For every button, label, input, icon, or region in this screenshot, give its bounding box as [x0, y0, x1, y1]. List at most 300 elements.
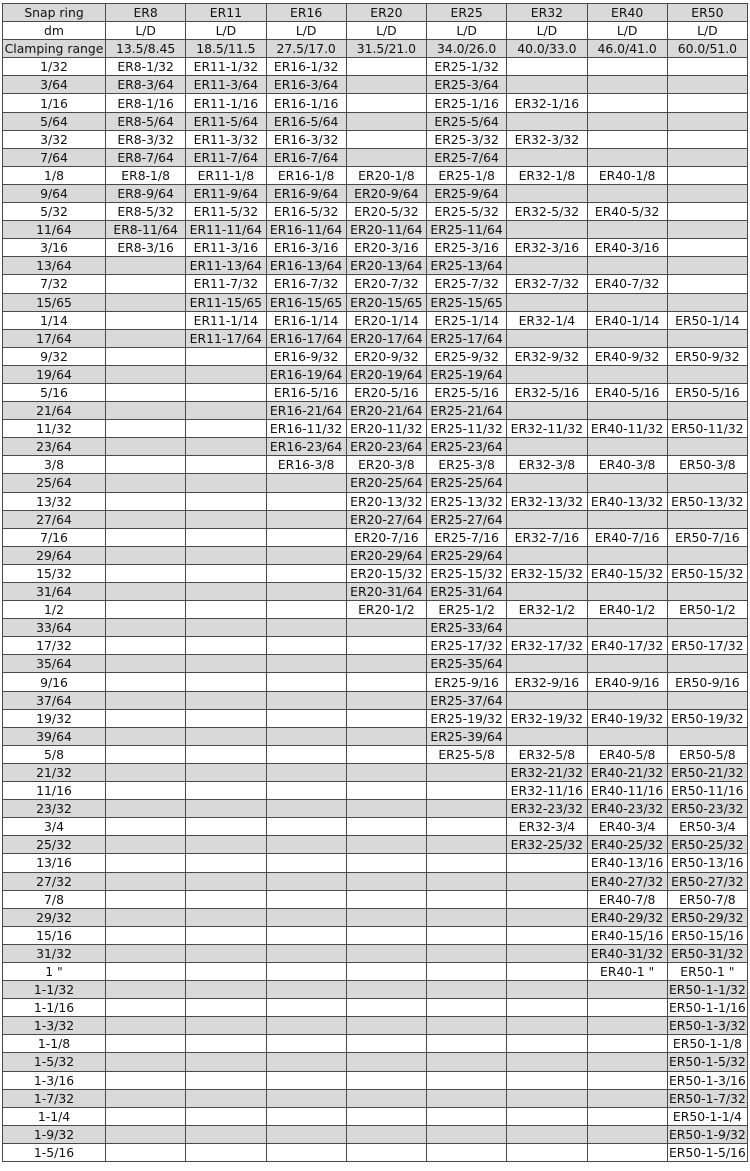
table-cell: ER25-5/16 — [427, 383, 507, 401]
table-cell: ER40-23/32 — [587, 800, 667, 818]
row-label-cell: 15/65 — [3, 293, 106, 311]
table-cell — [186, 818, 266, 836]
table-row — [3, 727, 748, 745]
table-cell — [266, 981, 346, 999]
table-cell — [427, 872, 507, 890]
table-cell: 40.0/33.0 — [507, 40, 587, 58]
table-cell: ER50-1-9/32 — [668, 1126, 746, 1142]
row-label-cell: 25/32 — [3, 836, 106, 854]
table-cell — [106, 311, 186, 329]
table-cell — [667, 275, 747, 293]
table-row — [3, 854, 748, 872]
table-row — [3, 1089, 748, 1107]
table-cell — [667, 112, 747, 130]
table-cell: ER16-5/64 — [266, 112, 346, 130]
table-cell: ER8-1/16 — [106, 94, 186, 112]
row-label-cell: 17/32 — [3, 637, 106, 655]
row-label-cell: 1-1/8 — [3, 1035, 106, 1053]
table-row — [3, 184, 748, 202]
table-cell: ER32-5/8 — [507, 745, 587, 763]
row-label-cell: 5/8 — [3, 745, 106, 763]
table-cell — [106, 854, 186, 872]
table-cell — [106, 383, 186, 401]
table-cell — [346, 926, 426, 944]
table-cell: L/D — [507, 22, 587, 40]
table-cell — [186, 1071, 266, 1089]
table-cell: ER32-3/16 — [507, 239, 587, 257]
table-cell — [186, 1035, 266, 1053]
table-cell — [587, 365, 667, 383]
table-cell — [106, 564, 186, 582]
table-row — [3, 510, 748, 528]
table-row — [3, 800, 748, 818]
row-label-cell: 21/64 — [3, 402, 106, 420]
row-label-cell: 1/32 — [3, 58, 106, 76]
table-cell — [106, 1035, 186, 1053]
table-cell: ER16-3/64 — [266, 76, 346, 94]
table-cell: ER11-3/16 — [186, 239, 266, 257]
table-cell — [346, 800, 426, 818]
table-cell — [106, 944, 186, 962]
table-cell: ER40-1/8 — [587, 166, 667, 184]
table-cell: ER25-27/64 — [427, 510, 507, 528]
table-cell — [587, 546, 667, 564]
table-cell — [186, 564, 266, 582]
table-cell: ER25-19/64 — [427, 365, 507, 383]
row-label-cell: 13/64 — [3, 257, 106, 275]
table-cell — [507, 1053, 587, 1071]
table-cell: ER16-11/32 — [266, 420, 346, 438]
row-label-cell: 23/32 — [3, 800, 106, 818]
table-cell — [587, 221, 667, 239]
table-cell — [507, 1017, 587, 1035]
table-cell — [266, 583, 346, 601]
table-cell: ER40-17/32 — [587, 637, 667, 655]
table-cell — [266, 655, 346, 673]
table-cell — [346, 962, 426, 980]
row-label-cell: 1/2 — [3, 601, 106, 619]
table-cell — [507, 691, 587, 709]
row-label-cell: 11/64 — [3, 221, 106, 239]
table-cell: ER25-37/64 — [427, 691, 507, 709]
table-cell: ER50-27/32 — [667, 872, 747, 890]
table-cell — [106, 637, 186, 655]
table-cell — [106, 999, 186, 1017]
table-cell — [106, 908, 186, 926]
table-row — [3, 311, 748, 329]
table-cell: ER16-1/8 — [266, 166, 346, 184]
table-row — [3, 818, 748, 836]
table-cell: ER25-31/64 — [427, 583, 507, 601]
table-cell: 31.5/21.0 — [346, 40, 426, 58]
table-cell — [427, 1071, 507, 1089]
table-cell — [587, 1035, 667, 1053]
table-cell — [266, 601, 346, 619]
table-cell: ER40-19/32 — [587, 709, 667, 727]
table-cell — [106, 456, 186, 474]
table-cell: ER20-11/32 — [346, 420, 426, 438]
table-cell: ER32-19/32 — [507, 709, 587, 727]
row-label-cell: 15/32 — [3, 564, 106, 582]
table-cell — [186, 709, 266, 727]
table-row — [3, 1125, 748, 1143]
table-cell: ER25-7/64 — [427, 148, 507, 166]
table-cell — [427, 818, 507, 836]
table-cell — [507, 474, 587, 492]
table-cell: ER32-17/32 — [507, 637, 587, 655]
table-cell: ER25-13/32 — [427, 492, 507, 510]
table-cell: ER20-9/32 — [346, 347, 426, 365]
row-label-cell: 1-5/32 — [3, 1053, 106, 1071]
table-cell: ER50-11/32 — [667, 420, 747, 438]
table-cell — [346, 673, 426, 691]
table-cell: ER25-39/64 — [427, 727, 507, 745]
table-row — [3, 583, 748, 601]
table-cell — [587, 1089, 667, 1107]
row-label-cell: 37/64 — [3, 691, 106, 709]
table-cell — [587, 94, 667, 112]
table-cell: ER20-23/64 — [346, 438, 426, 456]
table-cell: ER8-7/64 — [106, 148, 186, 166]
table-cell — [186, 673, 266, 691]
table-cell — [106, 1125, 186, 1143]
table-cell: ER25-29/64 — [427, 546, 507, 564]
table-row — [3, 383, 748, 401]
table-cell: L/D — [266, 22, 346, 40]
table-cell — [266, 890, 346, 908]
table-cell — [106, 763, 186, 781]
table-row — [3, 1143, 748, 1161]
table-cell — [587, 402, 667, 420]
table-cell: ER50-23/32 — [667, 800, 747, 818]
table-cell — [507, 999, 587, 1017]
table-cell: ER25-1/14 — [427, 311, 507, 329]
table-cell: ER20-17/64 — [346, 329, 426, 347]
table-cell — [186, 836, 266, 854]
table-cell — [106, 619, 186, 637]
table-cell — [346, 981, 426, 999]
header-cell-snap-ring: Snap ring — [3, 4, 106, 22]
table-cell — [587, 329, 667, 347]
table-row — [3, 221, 748, 239]
table-cell: ER20-27/64 — [346, 510, 426, 528]
table-cell — [346, 745, 426, 763]
table-cell — [507, 872, 587, 890]
table-cell: ER8-1/8 — [106, 166, 186, 184]
table-row — [3, 926, 748, 944]
table-cell: ER50-1-1/16 — [668, 1000, 746, 1016]
table-cell — [266, 1143, 346, 1161]
table-cell: ER20-25/64 — [346, 474, 426, 492]
table-cell: ER50-1-5/16 — [668, 1144, 746, 1160]
table-cell — [186, 926, 266, 944]
table-cell — [667, 130, 747, 148]
table-cell — [186, 1089, 266, 1107]
table-cell: ER40-11/32 — [587, 420, 667, 438]
row-label-cell: 19/32 — [3, 709, 106, 727]
table-cell — [106, 1107, 186, 1125]
table-cell: ER32-7/16 — [507, 528, 587, 546]
table-cell: ER40-13/16 — [587, 854, 667, 872]
table-cell: ER25-3/16 — [427, 239, 507, 257]
table-row — [3, 546, 748, 564]
table-cell — [266, 782, 346, 800]
table-cell — [106, 872, 186, 890]
table-cell: 46.0/41.0 — [587, 40, 667, 58]
table-cell — [186, 962, 266, 980]
table-cell — [106, 890, 186, 908]
row-label-cell: 33/64 — [3, 619, 106, 637]
table-cell: L/D — [587, 22, 667, 40]
row-label-cell: 3/16 — [3, 239, 106, 257]
table-cell — [186, 727, 266, 745]
table-cell: ER25-11/64 — [427, 221, 507, 239]
table-cell: ER20-7/32 — [346, 275, 426, 293]
table-cell — [427, 1089, 507, 1107]
table-cell: ER11-9/64 — [186, 184, 266, 202]
table-cell — [266, 944, 346, 962]
table-cell — [186, 854, 266, 872]
table-row — [3, 890, 748, 908]
table-cell: ER8-1/32 — [106, 58, 186, 76]
row-label-cell: 15/16 — [3, 926, 106, 944]
table-cell — [186, 583, 266, 601]
table-cell: ER50-25/32 — [667, 836, 747, 854]
table-row — [3, 836, 748, 854]
table-cell: ER20-31/64 — [346, 583, 426, 601]
table-cell — [587, 981, 667, 999]
table-cell: ER16-11/64 — [266, 221, 346, 239]
row-label-cell: 39/64 — [3, 727, 106, 745]
table-cell: ER20-21/64 — [346, 402, 426, 420]
table-cell: ER50-21/32 — [667, 763, 747, 781]
table-cell: ER40-15/32 — [587, 564, 667, 582]
table-cell — [186, 1143, 266, 1161]
table-cell — [186, 763, 266, 781]
table-cell — [667, 474, 747, 492]
table-cell — [667, 221, 747, 239]
table-cell — [667, 184, 747, 202]
table-cell — [106, 727, 186, 745]
table-row — [3, 365, 748, 383]
table-cell: ER40-3/4 — [587, 818, 667, 836]
table-cell — [106, 1143, 186, 1161]
table-cell — [507, 257, 587, 275]
table-cell — [186, 944, 266, 962]
table-cell — [507, 402, 587, 420]
table-cell: ER32-15/32 — [507, 564, 587, 582]
table-cell — [186, 908, 266, 926]
table-cell — [266, 818, 346, 836]
table-cell: ER32-13/32 — [507, 492, 587, 510]
table-cell — [106, 474, 186, 492]
table-row — [3, 1053, 748, 1071]
table-row — [3, 763, 748, 781]
table-row — [3, 58, 748, 76]
table-cell — [106, 818, 186, 836]
row-label-cell: 31/32 — [3, 944, 106, 962]
table-row — [3, 22, 748, 40]
table-cell — [427, 981, 507, 999]
table-cell: ER25-21/64 — [427, 402, 507, 420]
table-cell — [266, 800, 346, 818]
table-cell — [186, 872, 266, 890]
table-cell: 34.0/26.0 — [427, 40, 507, 58]
table-cell: ER25-9/64 — [427, 184, 507, 202]
table-row — [3, 420, 748, 438]
table-cell — [266, 854, 346, 872]
table-row — [3, 456, 748, 474]
table-cell: ER32-9/16 — [507, 673, 587, 691]
table-cell: ER50-3/8 — [667, 456, 747, 474]
row-label-cell: 9/32 — [3, 347, 106, 365]
table-cell — [507, 76, 587, 94]
table-cell — [266, 1089, 346, 1107]
table-cell: ER11-7/64 — [186, 148, 266, 166]
table-cell: ER50-15/16 — [667, 926, 747, 944]
table-cell — [427, 763, 507, 781]
table-cell: ER20-1/14 — [346, 311, 426, 329]
row-label-cell: 1-9/32 — [3, 1125, 106, 1143]
table-cell — [587, 1107, 667, 1125]
table-cell — [106, 492, 186, 510]
table-cell — [587, 1071, 667, 1089]
table-cell — [106, 962, 186, 980]
table-cell — [186, 999, 266, 1017]
table-cell: ER40-5/8 — [587, 745, 667, 763]
table-cell: ER25-1/8 — [427, 166, 507, 184]
table-cell — [667, 58, 747, 76]
table-cell — [346, 890, 426, 908]
table-cell: ER40-1/2 — [587, 601, 667, 619]
row-label-cell: 11/16 — [3, 782, 106, 800]
table-cell — [106, 1017, 186, 1035]
table-cell — [427, 999, 507, 1017]
table-cell — [667, 329, 747, 347]
table-cell — [266, 745, 346, 763]
table-cell: ER32-5/16 — [507, 383, 587, 401]
table-cell — [587, 130, 667, 148]
table-cell — [507, 438, 587, 456]
table-cell: ER50-1-7/32 — [668, 1090, 746, 1106]
table-row — [3, 564, 748, 582]
table-cell — [667, 583, 747, 601]
table-cell: ER25-11/32 — [427, 420, 507, 438]
table-cell: ER16-21/64 — [266, 402, 346, 420]
table-cell — [346, 999, 426, 1017]
table-cell: L/D — [186, 22, 266, 40]
table-cell — [667, 727, 747, 745]
table-cell — [186, 782, 266, 800]
table-row — [3, 130, 748, 148]
table-cell — [587, 76, 667, 94]
row-label-cell: 5/16 — [3, 383, 106, 401]
table-cell — [346, 727, 426, 745]
table-cell: ER20-29/64 — [346, 546, 426, 564]
table-row — [3, 962, 748, 980]
table-cell — [346, 130, 426, 148]
table-cell: ER25-13/64 — [427, 257, 507, 275]
row-label-cell: 5/32 — [3, 203, 106, 221]
table-cell — [186, 456, 266, 474]
table-cell — [667, 510, 747, 528]
row-label-cell: 27/32 — [3, 872, 106, 890]
table-cell — [266, 836, 346, 854]
table-cell — [587, 1125, 667, 1143]
table-cell — [587, 293, 667, 311]
table-cell — [186, 402, 266, 420]
table-cell — [507, 112, 587, 130]
table-cell: ER11-7/32 — [186, 275, 266, 293]
table-cell: ER50-7/16 — [667, 528, 747, 546]
table-cell — [186, 492, 266, 510]
row-label-cell: Clamping range — [3, 40, 106, 58]
table-cell — [266, 1053, 346, 1071]
table-cell — [346, 1143, 426, 1161]
table-cell: ER25-1/16 — [427, 94, 507, 112]
table-cell — [186, 365, 266, 383]
row-label-cell: 3/4 — [3, 818, 106, 836]
table-cell — [507, 981, 587, 999]
table-cell: ER25-15/65 — [427, 293, 507, 311]
table-row — [3, 94, 748, 112]
table-cell — [587, 58, 667, 76]
table-cell: ER40-3/8 — [587, 456, 667, 474]
table-cell: ER25-35/64 — [427, 655, 507, 673]
table-cell: ER32-21/32 — [507, 763, 587, 781]
table-cell — [507, 365, 587, 383]
table-cell — [507, 1143, 587, 1161]
table-cell — [667, 402, 747, 420]
table-cell — [266, 673, 346, 691]
table-cell — [266, 872, 346, 890]
table-cell: L/D — [667, 22, 747, 40]
table-cell — [266, 528, 346, 546]
table-cell: ER25-33/64 — [427, 619, 507, 637]
table-cell — [507, 148, 587, 166]
table-row — [3, 492, 748, 510]
table-cell: ER20-5/16 — [346, 383, 426, 401]
table-cell — [346, 836, 426, 854]
table-cell — [346, 1107, 426, 1125]
header-cell-er11: ER11 — [186, 4, 266, 22]
table-cell — [667, 76, 747, 94]
row-label-cell: 1/16 — [3, 94, 106, 112]
table-cell — [346, 691, 426, 709]
table-cell: ER50-1-3/16 — [668, 1072, 746, 1088]
table-cell: ER8-3/64 — [106, 76, 186, 94]
table-cell — [346, 112, 426, 130]
table-cell: ER25-23/64 — [427, 438, 507, 456]
row-label-cell: 3/8 — [3, 456, 106, 474]
table-cell — [507, 962, 587, 980]
table-cell — [667, 166, 747, 184]
table-cell: ER32-1/2 — [507, 601, 587, 619]
table-cell: ER16-7/64 — [266, 148, 346, 166]
table-cell: ER40-7/8 — [587, 890, 667, 908]
table-cell: ER25-17/32 — [427, 637, 507, 655]
table-row — [3, 944, 748, 962]
table-cell — [667, 619, 747, 637]
table-cell: ER16-13/64 — [266, 257, 346, 275]
table-cell — [106, 745, 186, 763]
table-cell — [106, 926, 186, 944]
table-cell — [667, 203, 747, 221]
table-cell: ER16-19/64 — [266, 365, 346, 383]
table-cell — [587, 1053, 667, 1071]
table-row — [3, 601, 748, 619]
table-cell — [507, 944, 587, 962]
